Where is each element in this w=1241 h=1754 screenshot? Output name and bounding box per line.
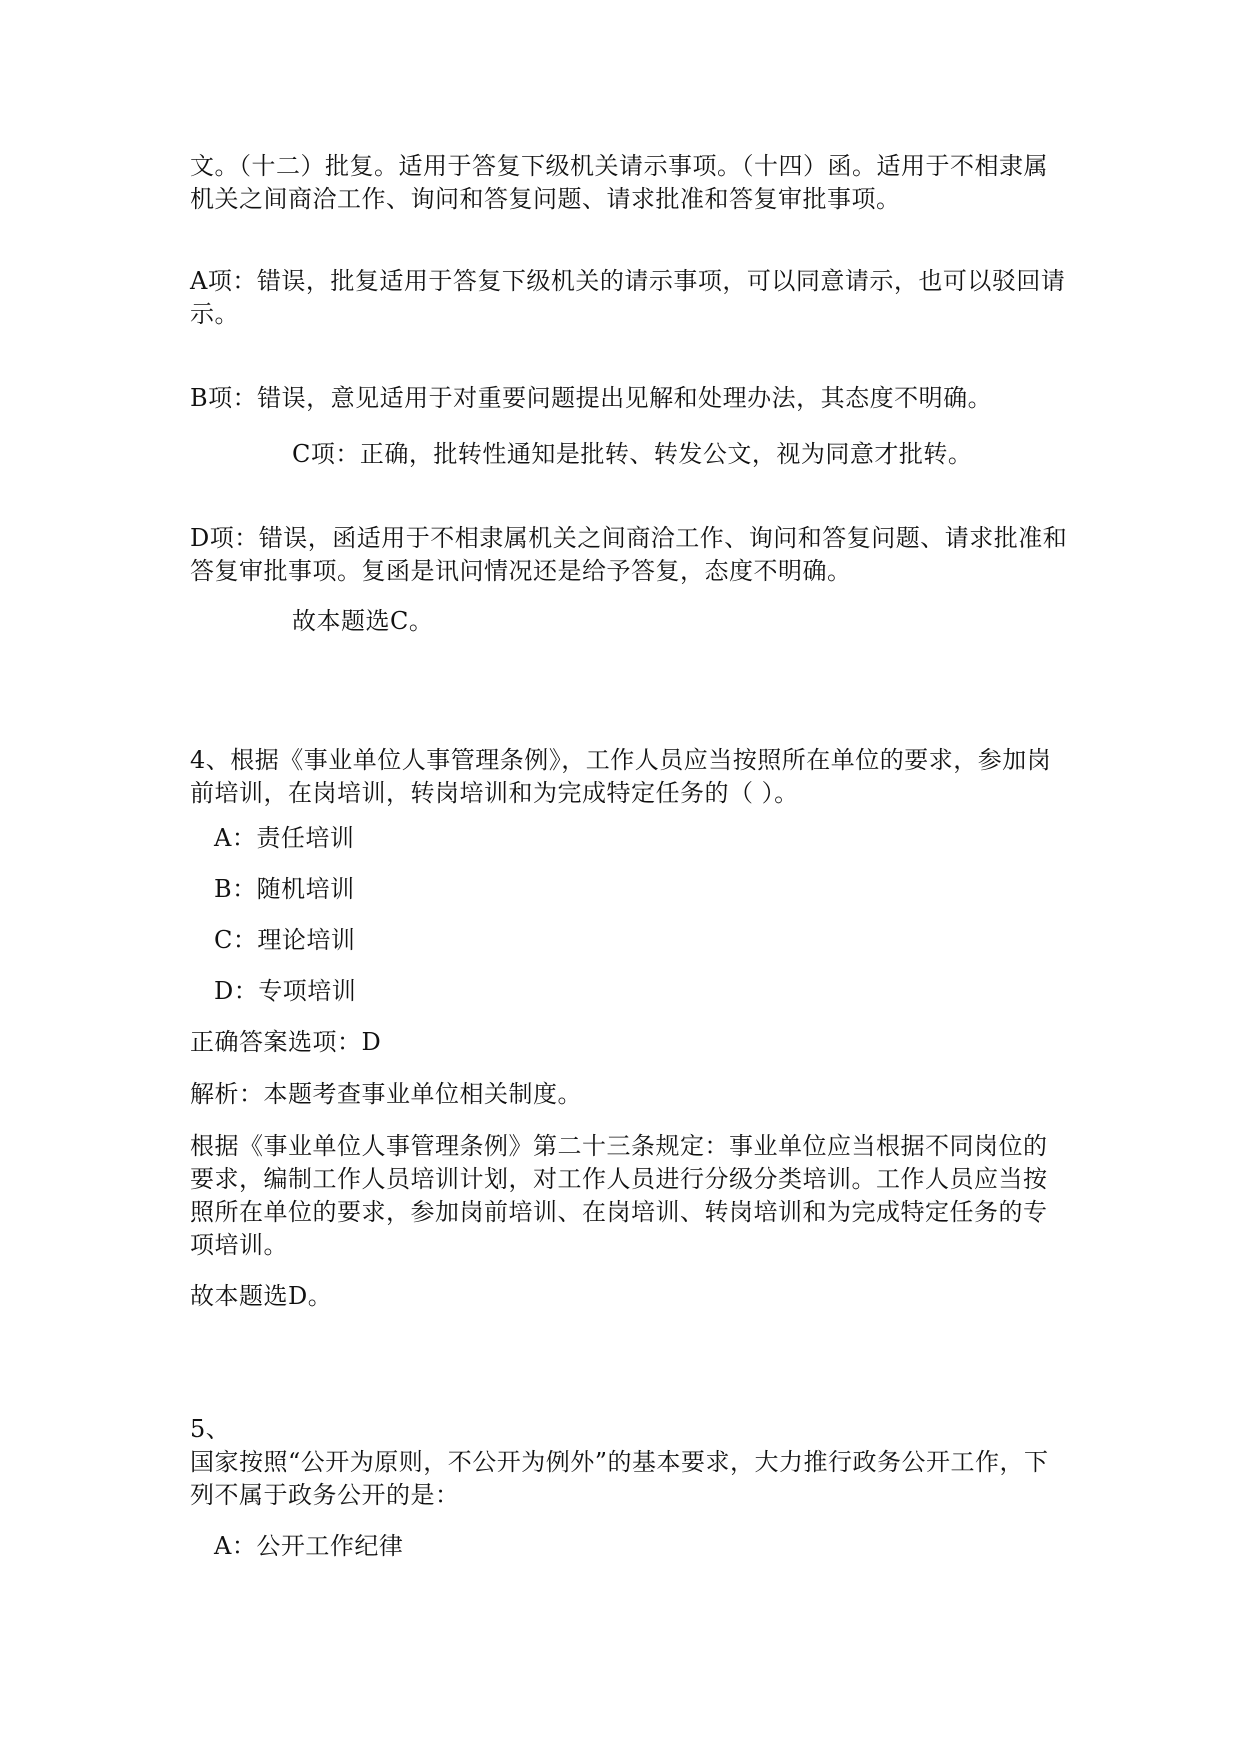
- q4-option-a: A：责任培训: [214, 824, 355, 852]
- q4-detail: 根据《事业单位人事管理条例》第二十三条规定：事业单位应当根据不同岗位的要求，编制工作人员培训计划，对工作人员进行分级分类培训。工作人员应当按照所在单位的要求，参加岗前培训、在岗培训、转岗培训和为完成特定任务的专项培训。: [190, 1132, 1048, 1259]
- q3-explanation-option-b: B项：错误，意见适用于对重要问题提出见解和处理办法，其态度不明确。: [190, 384, 993, 412]
- q3-explanation-intro: 文。（十二）批复。适用于答复下级机关请示事项。（十四）函。适用于不相隶属机关之间商洽工作、询问和答复问题、请求批准和答复审批事项。: [190, 152, 1048, 213]
- q4-conclusion: 故本题选D。: [190, 1282, 333, 1310]
- q5-option-a: A：公开工作纪律: [214, 1532, 404, 1560]
- q3-explanation-option-c: C项：正确，批转性通知是批转、转发公文，视为同意才批转。: [292, 440, 973, 468]
- q4-option-c: C：理论培训: [214, 926, 356, 954]
- q4-option-d: D：专项培训: [214, 977, 357, 1005]
- q3-explanation-option-d: D项：错误，函适用于不相隶属机关之间商洽工作、询问和答复问题、请求批准和答复审批事项。复函是讯问情况还是给予答复，态度不明确。: [190, 524, 1068, 585]
- q4-analysis: 解析：本题考查事业单位相关制度。: [190, 1080, 582, 1108]
- q3-explanation-option-a: A项：错误，批复适用于答复下级机关的请示事项，可以同意请示，也可以驳回请示。: [190, 267, 1066, 328]
- q5-question: 国家按照“公开为原则，不公开为例外”的基本要求，大力推行政务公开工作，下列不属于政务公开的是：: [190, 1448, 1049, 1509]
- q5-number: 5、: [190, 1415, 231, 1443]
- q3-conclusion: 故本题选C。: [292, 607, 434, 635]
- q4-answer: 正确答案选项：D: [190, 1028, 382, 1056]
- q4-question: 4、根据《事业单位人事管理条例》，工作人员应当按照所在单位的要求，参加岗前培训，在岗培训，转岗培训和为完成特定任务的（ ）。: [190, 746, 1052, 807]
- q4-option-b: B：随机培训: [214, 875, 355, 903]
